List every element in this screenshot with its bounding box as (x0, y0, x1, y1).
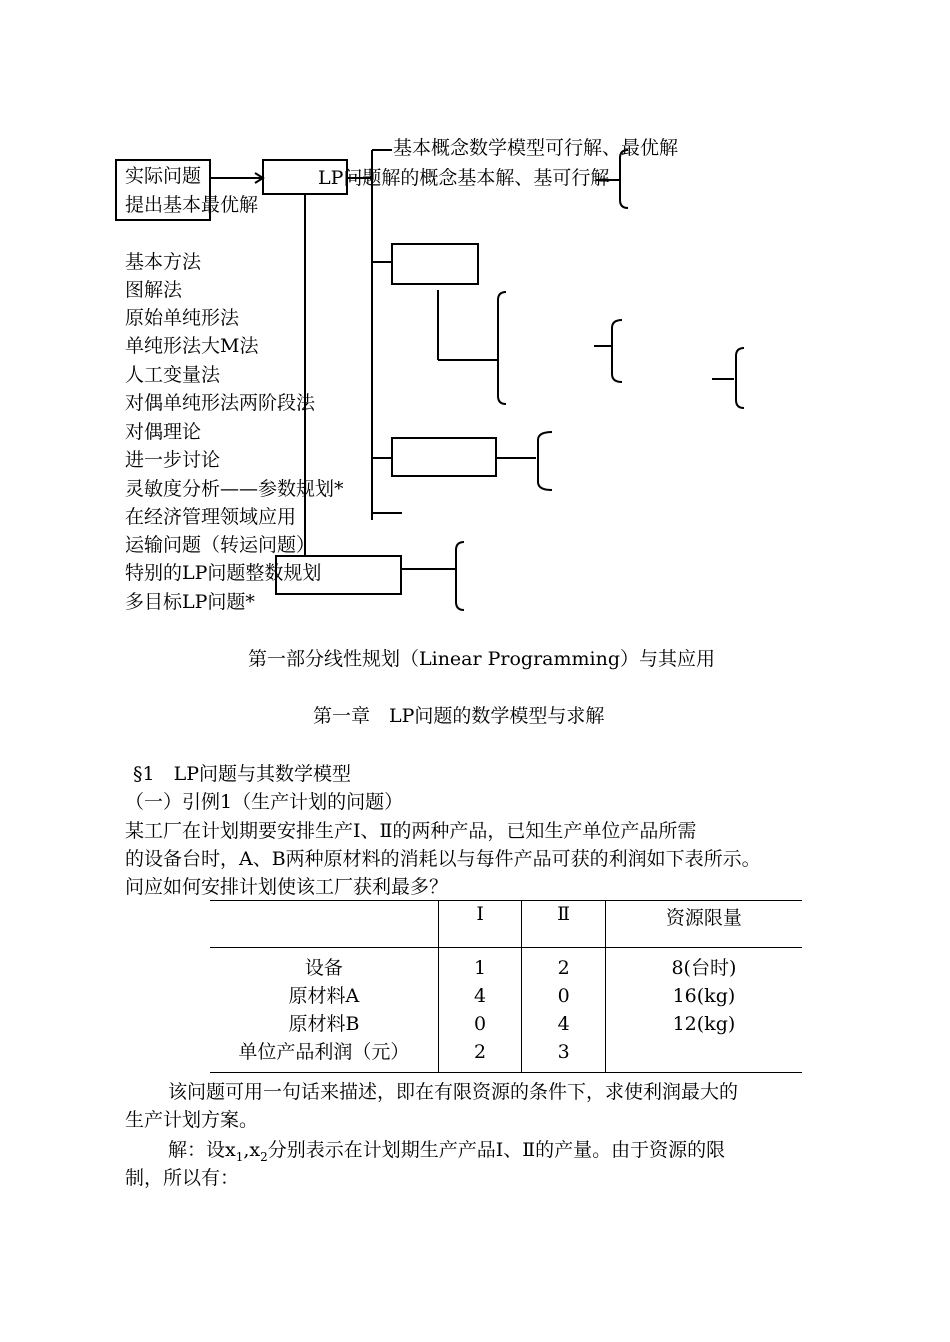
table-cell: 2 (522, 948, 606, 983)
paragraph-line: 制，所以有： (125, 1167, 240, 1189)
paragraph-line: 该问题可用一句话来描述，即在有限资源的条件下，求使利润最大的 (168, 1081, 739, 1103)
example-title: （一）引例1（生产计划的问题） (125, 791, 404, 813)
table-cell: 4 (438, 982, 522, 1010)
part-title: 第一部分线性规划（Linear Programming）与其应用 (248, 648, 716, 670)
table-cell: 0 (522, 982, 606, 1010)
brace-methods (498, 292, 506, 404)
table-row (210, 948, 802, 983)
table-cell: 12(kg) (605, 1010, 802, 1038)
list-item: 图解法 (125, 279, 183, 301)
table-cell: 16(kg) (605, 982, 802, 1010)
table-cell: 设备 (304, 957, 343, 979)
list-item: 对偶理论 (125, 421, 202, 443)
list-item: 原始单纯形法 (125, 307, 240, 329)
subscript-1: 1 (235, 1149, 244, 1164)
box-further (392, 438, 496, 476)
table-cell (605, 1038, 802, 1073)
list-item: 在经济管理领域应用 (125, 506, 297, 528)
brace-simplex (612, 320, 622, 382)
list-item: 对偶单纯形法两阶段法 (125, 392, 316, 414)
diagram-top-text: 基本概念数学模型可行解、最优解 (393, 137, 679, 159)
list-item: 基本方法 (125, 251, 202, 273)
solution-text: 分别表示在计划期生产产品Ⅰ、Ⅱ的产量。由于资源的限 (267, 1139, 726, 1161)
table-header-cell: Ⅱ (522, 901, 606, 948)
list-item: 多目标LP问题* (125, 591, 255, 613)
box-methods (392, 244, 478, 284)
box-actual-problem-line1: 实际问题 (125, 165, 202, 187)
brace-further (538, 432, 552, 490)
box-lp-concept-text: LP问题解的概念基本解、基可行解 (318, 167, 610, 189)
chapter-title: 第一章 LP问题的数学模型与求解 (313, 705, 605, 727)
table-header-cell: 资源限量 (605, 901, 802, 948)
table-header-row (210, 901, 802, 948)
table-cell: 原材料A (288, 985, 360, 1007)
table-header-cell (210, 901, 438, 948)
list-item: 运输问题（转运问题） (125, 534, 316, 556)
paragraph-line: 某工厂在计划期要安排生产Ⅰ、Ⅱ的两种产品，已知生产单位产品所需 (125, 820, 697, 842)
list-item: 进一步讨论 (125, 449, 221, 471)
box-actual-problem-line2: 提出基本最优解 (125, 194, 259, 216)
list-item: 单纯形法大M法 (125, 335, 259, 357)
table-header-cell: Ⅰ (438, 901, 522, 948)
table-row (210, 1038, 802, 1073)
section-title: §1 LP问题与其数学模型 (133, 763, 351, 785)
table-cell: 0 (438, 1010, 522, 1038)
list-item: 灵敏度分析——参数规划* (125, 478, 344, 500)
paragraph-line: 的设备台时，A、B两种原材料的消耗以与每件产品可获的利润如下表所示。 (125, 848, 761, 870)
solution-text: 解：设x (168, 1139, 236, 1161)
solution-text: ,x (243, 1139, 261, 1161)
table-row (210, 1010, 802, 1038)
list-item: 特别的LP问题整数规划 (125, 562, 322, 584)
table-cell: 4 (522, 1010, 606, 1038)
table-cell: 单位产品利润（元） (210, 1038, 438, 1073)
solution-line (168, 1138, 725, 1169)
table-cell: 3 (522, 1038, 606, 1073)
paragraph-line: 生产计划方案。 (125, 1109, 259, 1131)
table-cell: 2 (438, 1038, 522, 1073)
table-row (210, 982, 802, 1010)
table-cell: 8(台时) (605, 948, 802, 983)
table-cell: 原材料B (288, 1013, 360, 1035)
brace-artificial (736, 348, 744, 408)
subscript-2: 2 (260, 1149, 268, 1164)
paragraph-line: 问应如何安排计划使该工厂获利最多？ (125, 876, 449, 898)
brace-special (456, 542, 464, 610)
list-item: 人工变量法 (125, 364, 221, 386)
resource-table (210, 900, 802, 1073)
table-cell: 1 (438, 948, 522, 983)
